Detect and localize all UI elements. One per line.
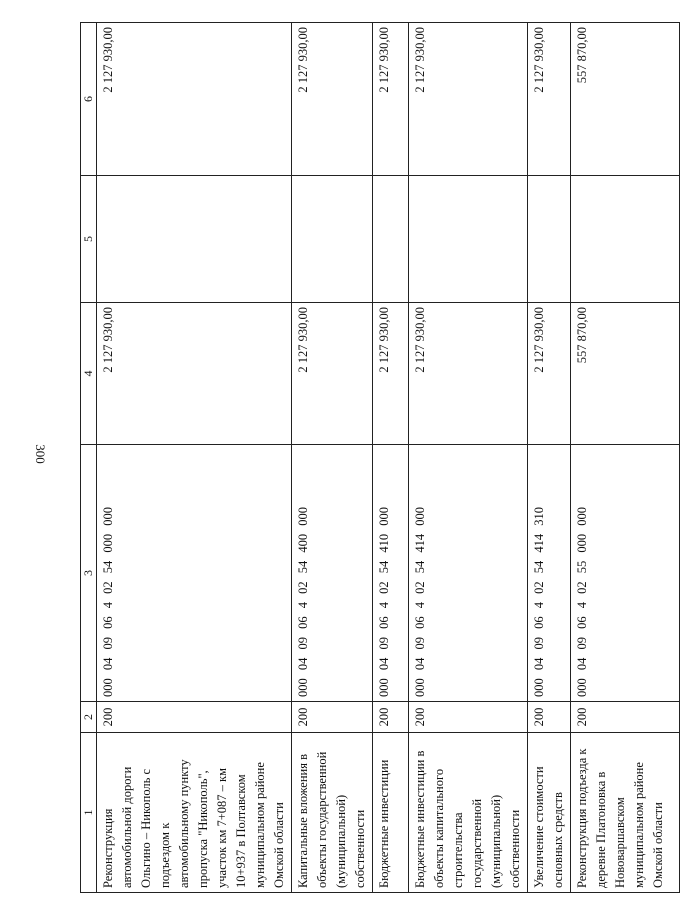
- header-cell: 3: [81, 445, 97, 702]
- amount-col5-cell: [528, 176, 571, 303]
- payer-code-cell: 200: [409, 702, 528, 733]
- payer-code-cell: 200: [528, 702, 571, 733]
- classification-code-cell: 000 04 09 06 4 02 54 410 000: [373, 445, 409, 702]
- expense-name-cell: Бюджетные инвестиции: [373, 733, 409, 893]
- table-row: [292, 23, 373, 893]
- expense-name-cell: Бюджетные инвестиции в объекты капитального строительства государственной (муниципальной) собственности: [409, 733, 528, 893]
- header-cell: 6: [81, 23, 97, 176]
- page-number: 300: [33, 444, 48, 464]
- amount-col6-cell: 2 127 930,00: [97, 23, 292, 176]
- amount-col4-cell: 2 127 930,00: [409, 303, 528, 445]
- rotated-table-container: [80, 23, 665, 893]
- amount-col4-cell: 2 127 930,00: [528, 303, 571, 445]
- table-row: [97, 23, 292, 893]
- expense-name-cell: Увеличение стоимости основных средств: [528, 733, 571, 893]
- amount-col5-cell: [409, 176, 528, 303]
- expense-name-cell: Капитальные вложения в объекты государственной (муниципальной) собственности: [292, 733, 373, 893]
- header-cell: 4: [81, 303, 97, 445]
- payer-code-cell: 200: [571, 702, 680, 733]
- classification-code-cell: 000 04 09 06 4 02 54 414 000: [409, 445, 528, 702]
- header-cell: 1: [81, 733, 97, 893]
- amount-col4-cell: 2 127 930,00: [373, 303, 409, 445]
- classification-code-cell: 000 04 09 06 4 02 54 000 000: [97, 445, 292, 702]
- expense-name-cell: Реконструкция подъезда к деревне Платоновка в Нововаршавском муниципальном районе Омской области: [571, 733, 680, 893]
- table-row: [373, 23, 409, 893]
- table-header-row: [81, 23, 97, 893]
- amount-col5-cell: [97, 176, 292, 303]
- amount-col5-cell: [373, 176, 409, 303]
- amount-col4-cell: 2 127 930,00: [292, 303, 373, 445]
- payer-code-cell: 200: [373, 702, 409, 733]
- amount-col6-cell: 557 870,00: [571, 23, 680, 176]
- header-cell: 5: [81, 176, 97, 303]
- amount-col5-cell: [292, 176, 373, 303]
- amount-col4-cell: 557 870,00: [571, 303, 680, 445]
- amount-col4-cell: 2 127 930,00: [97, 303, 292, 445]
- expense-name-cell: Реконструкция автомобильной дороги Ольгино – Никополь с подъездом к автомобильному пункту пропуска "Никополь", участок км 7+087 – км 10+937 в Полтавском муниципальном районе Омской области: [97, 733, 292, 893]
- table-row: [528, 23, 571, 893]
- payer-code-cell: 200: [292, 702, 373, 733]
- amount-col5-cell: [571, 176, 680, 303]
- amount-col6-cell: 2 127 930,00: [373, 23, 409, 176]
- table-row: [571, 23, 680, 893]
- classification-code-cell: 000 04 09 06 4 02 55 000 000: [571, 445, 680, 702]
- budget-table: [80, 22, 680, 893]
- table-row: [409, 23, 528, 893]
- amount-col6-cell: 2 127 930,00: [409, 23, 528, 176]
- amount-col6-cell: 2 127 930,00: [528, 23, 571, 176]
- classification-code-cell: 000 04 09 06 4 02 54 414 310: [528, 445, 571, 702]
- payer-code-cell: 200: [97, 702, 292, 733]
- header-cell: 2: [81, 702, 97, 733]
- amount-col6-cell: 2 127 930,00: [292, 23, 373, 176]
- classification-code-cell: 000 04 09 06 4 02 54 400 000: [292, 445, 373, 702]
